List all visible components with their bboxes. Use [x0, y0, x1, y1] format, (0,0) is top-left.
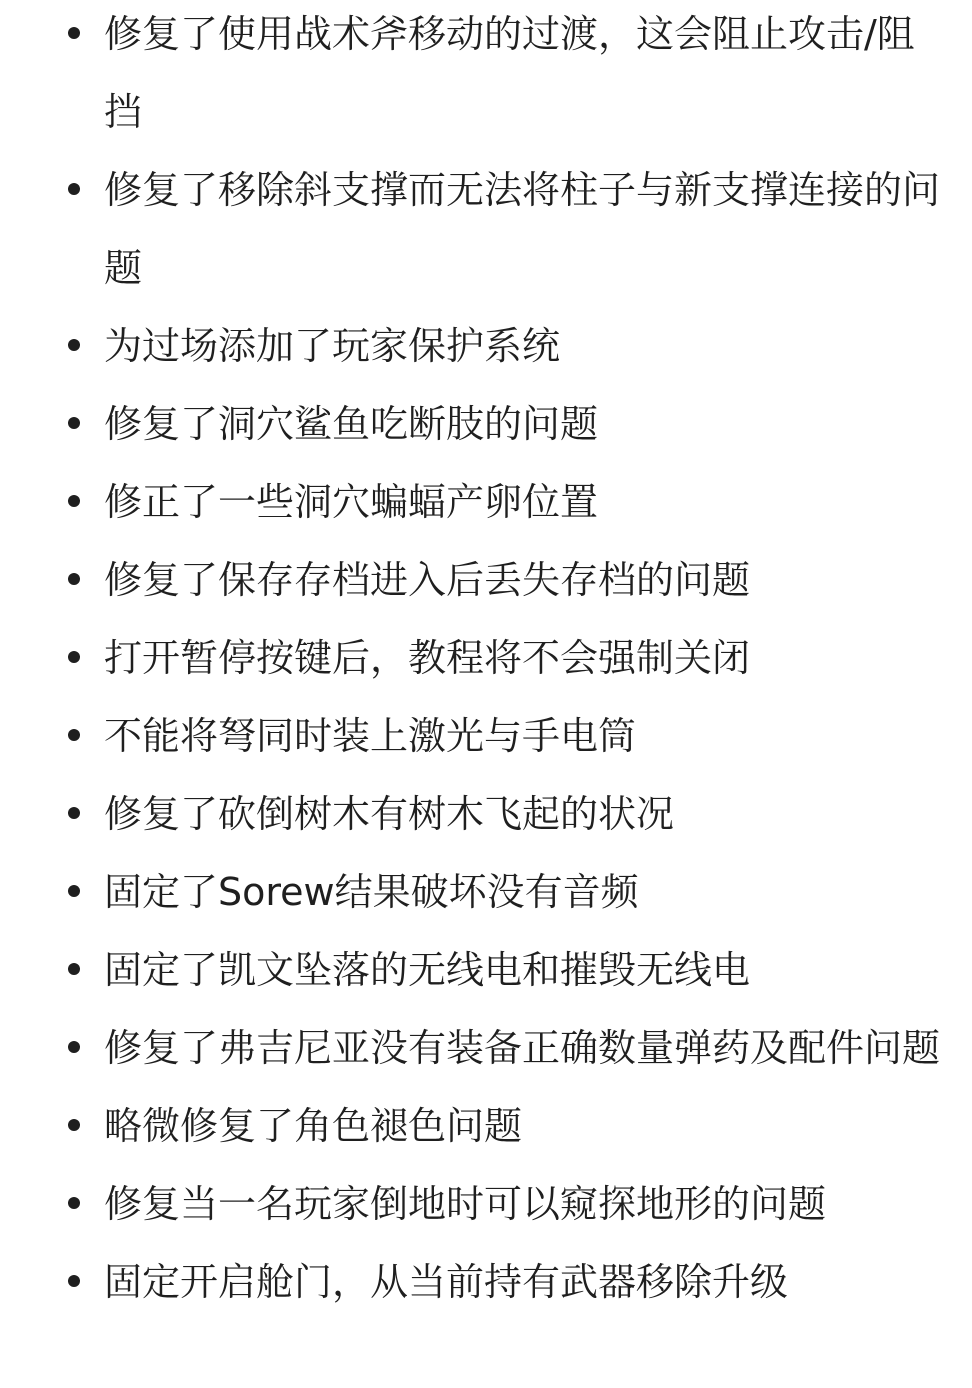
bullet-dot-icon	[68, 885, 80, 897]
list-item-text: 不能将弩同时装上激光与手电筒	[104, 714, 637, 758]
bullet-dot-icon	[68, 1275, 80, 1287]
list-item-text: 为过场添加了玩家保护系统	[104, 324, 561, 368]
list-item	[0, 463, 972, 541]
bullet-dot-icon	[68, 1197, 80, 1209]
bullet-dot-icon	[68, 495, 80, 507]
bullet-dot-icon	[68, 807, 80, 819]
list-item	[0, 541, 972, 619]
list-item-text: 修复了洞穴鲨鱼吃断肢的问题	[104, 402, 599, 446]
list-item-text: 修复了保存存档进入后丢失存档的问题	[104, 558, 751, 602]
list-item	[0, 0, 972, 151]
bullet-dot-icon	[68, 183, 80, 195]
bullet-dot-icon	[68, 339, 80, 351]
list-item	[0, 775, 972, 853]
list-item-text: 修正了一些洞穴蝙蝠产卵位置	[104, 480, 599, 524]
bullet-dot-icon	[68, 417, 80, 429]
list-item	[0, 1165, 972, 1243]
list-item-text: 固定开启舱门，从当前持有武器移除升级	[104, 1260, 789, 1304]
bullet-dot-icon	[68, 1119, 80, 1131]
bullet-dot-icon	[68, 963, 80, 975]
list-item	[0, 1087, 972, 1165]
list-item	[0, 619, 972, 697]
list-item-text: 修复了砍倒树木有树木飞起的状况	[104, 792, 675, 836]
list-item-text: 修复了弗吉尼亚没有装备正确数量弹药及配件问题	[104, 1026, 941, 1070]
bullet-dot-icon	[68, 27, 80, 39]
list-item-text: 修复了移除斜支撑而无法将柱子与新支撑连接的问题	[104, 168, 941, 290]
list-item-text: 固定了Sorew结果破坏没有音频	[104, 870, 639, 914]
list-item	[0, 1243, 972, 1321]
list-item-text: 打开暂停按键后，教程将不会强制关闭	[104, 636, 751, 680]
list-item	[0, 385, 972, 463]
list-item	[0, 697, 972, 775]
bullet-dot-icon	[68, 1041, 80, 1053]
bullet-dot-icon	[68, 729, 80, 741]
list-item-text: 修复了使用战术斧移动的过渡，这会阻止攻击/阻挡	[104, 12, 915, 134]
bullet-dot-icon	[68, 651, 80, 663]
list-item	[0, 307, 972, 385]
list-item	[0, 853, 972, 931]
list-item-text: 固定了凯文坠落的无线电和摧毁无线电	[104, 948, 751, 992]
list-item	[0, 151, 972, 307]
list-item	[0, 931, 972, 1009]
list-item-text: 修复当一名玩家倒地时可以窥探地形的问题	[104, 1182, 827, 1226]
bullet-dot-icon	[68, 573, 80, 585]
list-item-text: 略微修复了角色褪色问题	[104, 1104, 523, 1148]
list-item	[0, 1009, 972, 1087]
